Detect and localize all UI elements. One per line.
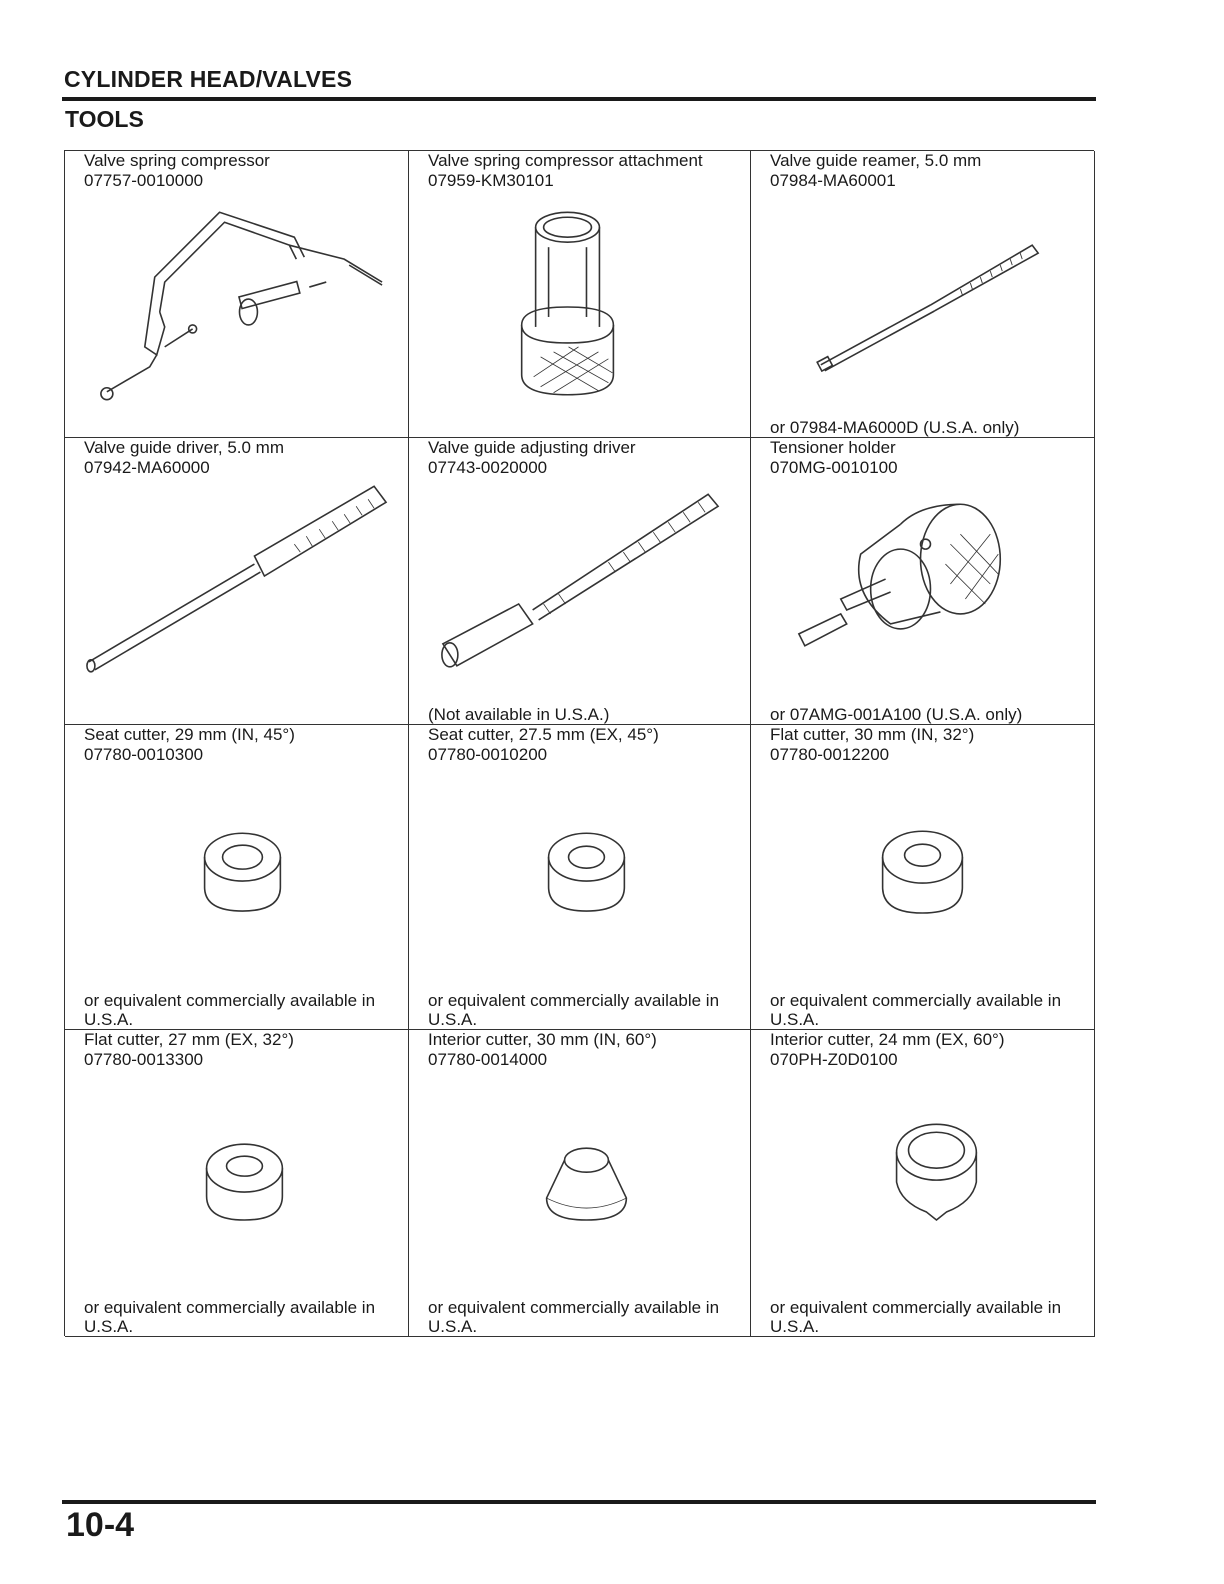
tool-part-number: 07757-0010000 <box>84 171 204 190</box>
valve-guide-driver-icon <box>65 484 408 704</box>
tool-part-number: 07780-0010200 <box>428 745 548 764</box>
tool-name: Interior cutter, 24 mm (EX, 60°) <box>770 1030 1005 1049</box>
tool-part-number: 07780-0014000 <box>428 1050 548 1069</box>
tool-part-number: 07984-MA60001 <box>770 171 896 190</box>
tool-cell <box>751 438 1095 725</box>
tool-name: Tensioner holder <box>770 438 896 457</box>
tool-cell <box>65 1030 409 1337</box>
tool-cell <box>65 438 409 725</box>
valve-guide-reamer-icon <box>751 197 1094 417</box>
tool-cell <box>65 151 409 438</box>
tool-name: Flat cutter, 27 mm (EX, 32°) <box>84 1030 294 1049</box>
tool-name: Seat cutter, 29 mm (IN, 45°) <box>84 725 295 744</box>
tool-cell <box>751 1030 1095 1337</box>
footer-rule <box>62 1500 1096 1504</box>
tool-name: Valve guide reamer, 5.0 mm <box>770 151 982 170</box>
tool-note: or equivalent commercially available in U.S.A. <box>770 1298 1062 1336</box>
valve-spring-compressor-icon <box>65 197 408 417</box>
tool-cell <box>409 1030 751 1337</box>
page-number: 10-4 <box>66 1506 135 1544</box>
compressor-attachment-icon <box>409 197 750 417</box>
header-rule <box>62 97 1096 101</box>
tool-part-number: 07780-0012200 <box>770 745 890 764</box>
tool-note: or equivalent commercially available in U.S.A. <box>770 991 1062 1029</box>
tool-name: Flat cutter, 30 mm (IN, 32°) <box>770 725 975 744</box>
tool-note: or equivalent commercially available in U.S.A. <box>84 991 376 1029</box>
tool-name: Valve guide driver, 5.0 mm <box>84 438 284 457</box>
tool-part-number: 07780-0013300 <box>84 1050 204 1069</box>
tool-note: or equivalent commercially available in U.S.A. <box>428 991 720 1029</box>
tool-part-number: 07942-MA60000 <box>84 458 210 477</box>
tool-cell <box>409 438 751 725</box>
tool-cell <box>409 151 751 438</box>
tool-part-number: 07959-KM30101 <box>428 171 554 190</box>
tool-name: Valve spring compressor attachment <box>428 151 703 170</box>
tool-part-number: 070MG-0010100 <box>770 458 898 477</box>
tool-note: or equivalent commercially available in U.S.A. <box>84 1298 376 1336</box>
tool-note: or 07AMG-001A100 (U.S.A. only) <box>770 705 1023 724</box>
tool-part-number: 07743-0020000 <box>428 458 548 477</box>
page-subtitle: TOOLS <box>65 106 144 132</box>
tool-part-number: 070PH-Z0D0100 <box>770 1050 898 1069</box>
tool-note: or equivalent commercially available in U.S.A. <box>428 1298 720 1336</box>
tool-cell <box>409 725 751 1030</box>
adjusting-driver-icon <box>409 484 750 704</box>
tools-table <box>64 150 1094 1336</box>
tool-name: Valve guide adjusting driver <box>428 438 636 457</box>
tool-name: Interior cutter, 30 mm (IN, 60°) <box>428 1030 657 1049</box>
section-title: CYLINDER HEAD/VALVES <box>64 66 353 92</box>
tensioner-holder-icon <box>751 484 1094 704</box>
tool-cell <box>65 725 409 1030</box>
tool-part-number: 07780-0010300 <box>84 745 204 764</box>
tool-name: Valve spring compressor <box>84 151 270 170</box>
tool-note: or 07984-MA6000D (U.S.A. only) <box>770 418 1020 437</box>
tool-note: (Not available in U.S.A.) <box>428 705 610 724</box>
tool-name: Seat cutter, 27.5 mm (EX, 45°) <box>428 725 659 744</box>
tool-cell <box>751 151 1095 438</box>
tool-cell <box>751 725 1095 1030</box>
